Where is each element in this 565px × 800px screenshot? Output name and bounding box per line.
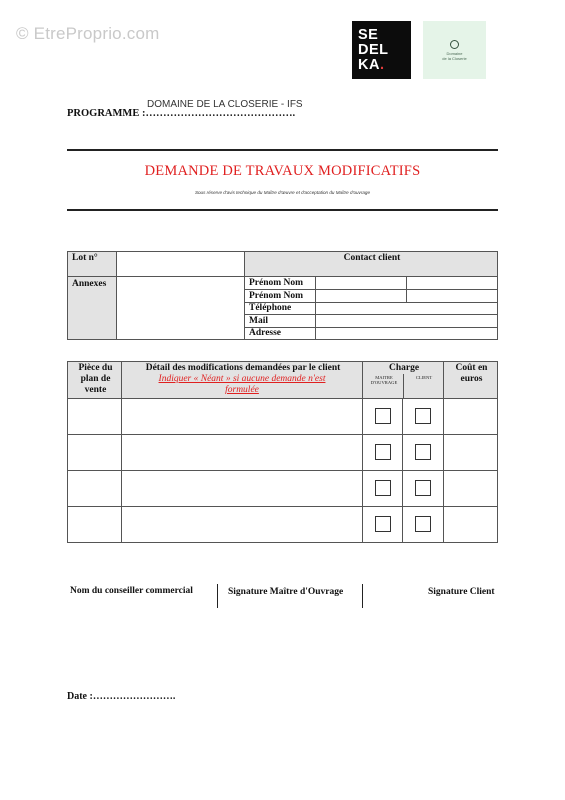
client-charge-checkbox[interactable] bbox=[415, 516, 431, 532]
maitre-signature-label: Signature Maître d'Ouvrage bbox=[228, 587, 344, 597]
field-value-cell[interactable] bbox=[315, 314, 498, 328]
client-charge-checkbox[interactable] bbox=[415, 408, 431, 424]
client-charge-cell bbox=[402, 398, 444, 435]
field-value-cell[interactable] bbox=[315, 327, 498, 340]
client-charge-checkbox[interactable] bbox=[415, 480, 431, 496]
field-label-telephone: Téléphone bbox=[249, 303, 292, 313]
maitre-charge-cell bbox=[362, 470, 403, 507]
programme-value: DOMAINE DE LA CLOSERIE - IFS bbox=[147, 99, 303, 110]
piece-header-cell bbox=[67, 361, 122, 399]
field-value-cell[interactable] bbox=[406, 276, 498, 290]
date-label: Date :……………………. bbox=[67, 691, 176, 702]
field-value-cell[interactable] bbox=[315, 276, 407, 290]
piece-cell[interactable] bbox=[67, 434, 122, 471]
sedelka-logo: SE DEL KA. bbox=[352, 21, 411, 79]
cout-cell[interactable] bbox=[443, 506, 498, 543]
detail-cell[interactable] bbox=[121, 506, 363, 543]
lot-label-cell bbox=[67, 251, 117, 277]
charge-divider bbox=[403, 374, 404, 399]
field-label-adresse: Adresse bbox=[249, 328, 282, 338]
piece-cell[interactable] bbox=[67, 398, 122, 435]
client-charge-cell bbox=[402, 434, 444, 471]
field-label-prenom-nom-1: Prénom Nom bbox=[249, 278, 304, 288]
contact-header-cell bbox=[244, 251, 498, 277]
detail-cell[interactable] bbox=[121, 434, 363, 471]
domaine-logo: Domaine de la Closerie bbox=[423, 21, 486, 79]
field-cell bbox=[244, 314, 316, 328]
cout-cell[interactable] bbox=[443, 434, 498, 471]
emblem-icon bbox=[450, 40, 459, 49]
maitre-charge-cell bbox=[362, 434, 403, 471]
annexes-label: Annexes bbox=[72, 279, 107, 289]
charge-header: Charge bbox=[388, 363, 420, 373]
field-label-prenom-nom-2: Prénom Nom bbox=[249, 291, 304, 301]
conseiller-label: Nom du conseiller commercial bbox=[70, 586, 193, 596]
document-title: DEMANDE DE TRAVAUX MODIFICATIFS bbox=[144, 163, 421, 179]
detail-cell[interactable] bbox=[121, 398, 363, 435]
contact-header: Contact client bbox=[343, 253, 401, 263]
lot-value-cell[interactable] bbox=[116, 251, 245, 277]
field-label-mail: Mail bbox=[249, 316, 268, 326]
annexes-value-cell[interactable] bbox=[116, 276, 245, 340]
maitre-charge-checkbox[interactable] bbox=[375, 444, 391, 460]
field-cell bbox=[244, 289, 316, 303]
document-subtitle: Sous réserve d'avis technique du Maître d'œuvre et d'acceptation du Maître d'ouvrage bbox=[194, 190, 371, 195]
signature-separator bbox=[362, 584, 363, 608]
detail-header-cell bbox=[121, 361, 363, 399]
cout-header-cell bbox=[443, 361, 498, 399]
field-cell bbox=[244, 327, 316, 340]
cout-cell[interactable] bbox=[443, 398, 498, 435]
maitre-charge-checkbox[interactable] bbox=[375, 408, 391, 424]
signature-separator bbox=[217, 584, 218, 608]
maitre-charge-checkbox[interactable] bbox=[375, 480, 391, 496]
field-value-cell[interactable] bbox=[406, 289, 498, 303]
charge-header-cell bbox=[362, 361, 444, 399]
programme-label: PROGRAMME :……………………………………. bbox=[67, 108, 296, 119]
client-charge-cell bbox=[402, 506, 444, 543]
piece-cell[interactable] bbox=[67, 506, 122, 543]
cout-cell[interactable] bbox=[443, 470, 498, 507]
client-subheader: CLIENT bbox=[415, 375, 433, 380]
top-divider bbox=[67, 149, 498, 151]
cout-header: Coût en euros bbox=[455, 363, 488, 384]
maitre-charge-cell bbox=[362, 398, 403, 435]
lot-label: Lot n° bbox=[72, 253, 98, 263]
maitre-subheader: MAITRE D'OUVRAGE bbox=[370, 375, 398, 385]
watermark: © EtreProprio.com bbox=[16, 24, 160, 43]
neant-instruction: Indiquer « Néant » si aucune demande n'est formulée bbox=[158, 374, 326, 395]
client-charge-checkbox[interactable] bbox=[415, 444, 431, 460]
client-signature-label: Signature Client bbox=[428, 587, 495, 597]
maitre-charge-cell bbox=[362, 506, 403, 543]
detail-cell[interactable] bbox=[121, 470, 363, 507]
piece-header: Pièce du plan de vente bbox=[78, 363, 113, 395]
detail-header: Détail des modifications demandées par le client bbox=[145, 363, 341, 373]
field-value-cell[interactable] bbox=[315, 289, 407, 303]
bottom-divider bbox=[67, 209, 498, 211]
client-charge-cell bbox=[402, 470, 444, 507]
maitre-charge-checkbox[interactable] bbox=[375, 516, 391, 532]
annexes-label-cell bbox=[67, 276, 117, 340]
piece-cell[interactable] bbox=[67, 470, 122, 507]
field-cell bbox=[244, 276, 316, 290]
